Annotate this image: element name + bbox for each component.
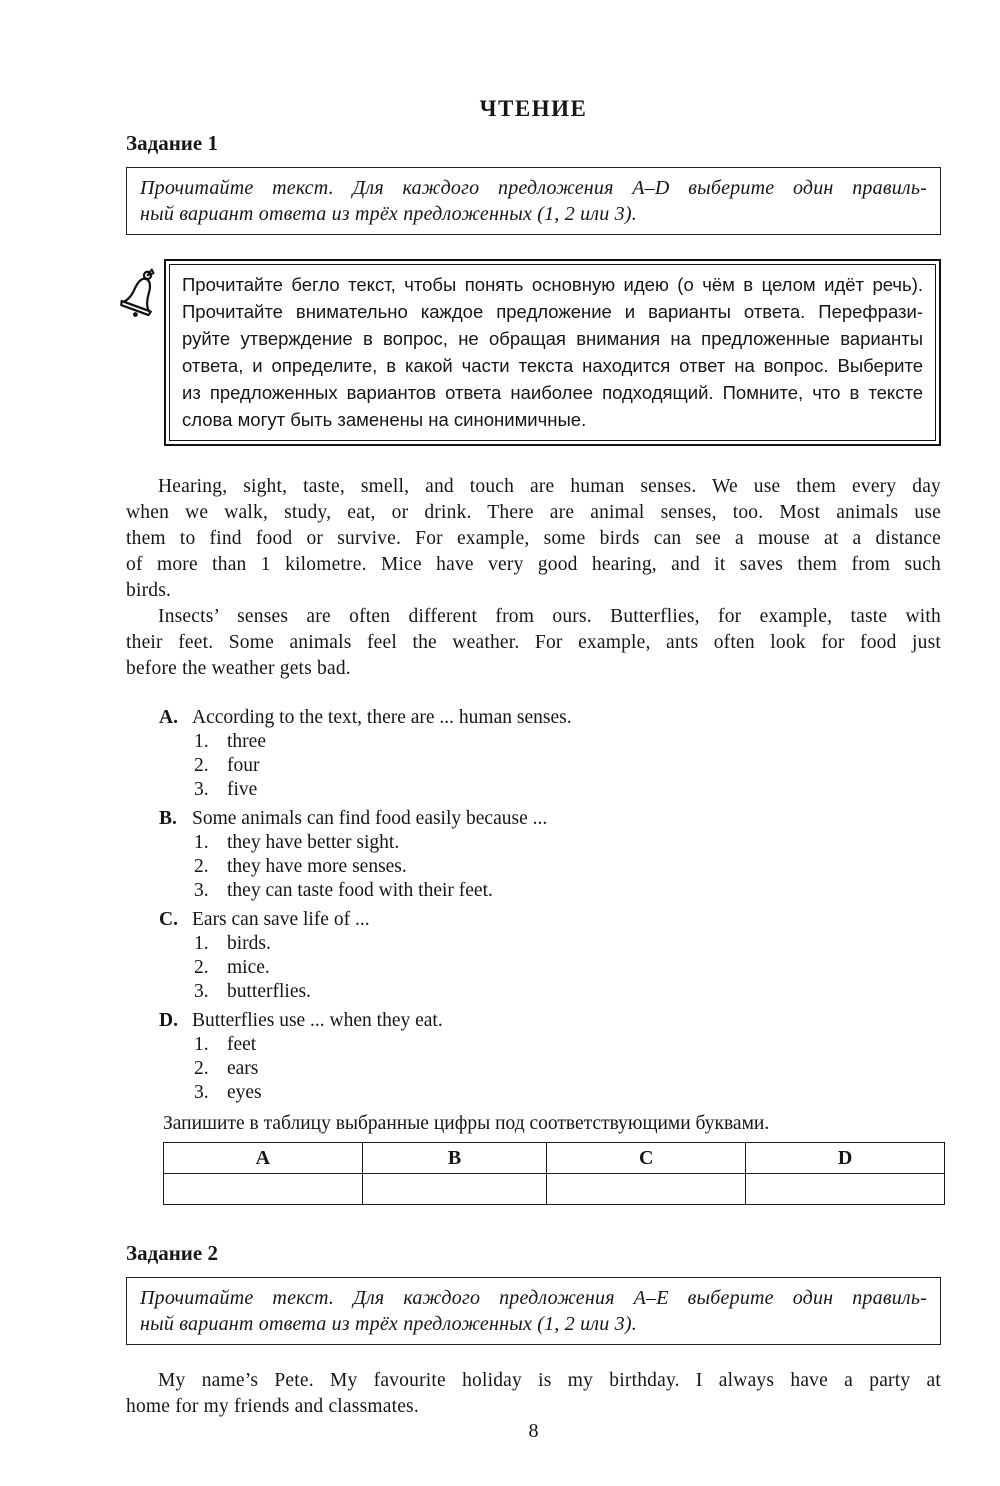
- table-header-cell: C: [547, 1143, 746, 1174]
- table-header-cell: D: [746, 1143, 945, 1174]
- option-text: three: [227, 731, 266, 752]
- answer-option: [194, 1081, 941, 1105]
- tip-line: слова могут быть заменены на синонимичные.: [182, 409, 587, 430]
- question-text: Butterflies use ... when they eat.: [192, 1010, 443, 1031]
- option-text: four: [227, 755, 260, 776]
- option-text: ears: [227, 1058, 259, 1079]
- answer-option: [194, 879, 941, 903]
- option-number: 3.: [194, 779, 209, 800]
- table-answer-cell: [547, 1174, 746, 1205]
- instruction-line: Прочитайте текст. Для каждого предложения А–D выберите один правиль-: [140, 177, 927, 199]
- tip-line: руйте утверждение в вопрос, не обращая внимания на предложенные варианты: [182, 328, 923, 349]
- tip-line: Прочитайте бегло текст, чтобы понять основную идею (о чём в целом идёт речь).: [182, 274, 923, 295]
- option-number: 1.: [194, 731, 209, 752]
- reading-text-paragraph: [126, 474, 941, 604]
- answer-table-answer-row: [164, 1174, 945, 1205]
- question-text: Some animals can find food easily because ...: [192, 808, 548, 829]
- option-number: 1.: [194, 1034, 209, 1055]
- question-letter: B.: [159, 808, 177, 829]
- option-text: birds.: [227, 933, 271, 954]
- option-number: 2.: [194, 856, 209, 877]
- question-text: Ears can save life of ...: [192, 909, 370, 930]
- question-item-c: [159, 908, 941, 1004]
- task1-instruction-box: [126, 167, 941, 235]
- text-line: when we walk, study, eat, or drink. There are animal senses, too. Most animals use: [126, 502, 941, 523]
- option-text: mice.: [227, 957, 270, 978]
- option-number: 1.: [194, 832, 209, 853]
- table-answer-cell: [746, 1174, 945, 1205]
- option-number: 3.: [194, 880, 209, 901]
- answer-option: [194, 980, 941, 1004]
- question-item-a: [159, 706, 941, 802]
- instruction-line: ный вариант ответа из трёх предложенных (1, 2 или 3).: [140, 203, 637, 225]
- tip-box: [164, 259, 941, 446]
- option-text: eyes: [227, 1082, 262, 1103]
- task1-heading: Задание 1: [126, 131, 218, 155]
- option-text: they have better sight.: [227, 832, 400, 853]
- answer-table-header-row: [164, 1143, 945, 1174]
- text-line: of more than 1 kilometre. Mice have very good hearing, and it saves them from such: [126, 554, 941, 575]
- table-answer-cell: [164, 1174, 363, 1205]
- answer-option: [194, 754, 941, 778]
- text-line: My name’s Pete. My favourite holiday is my birthday. I always have a party at: [158, 1370, 941, 1391]
- option-number: 2.: [194, 755, 209, 776]
- option-number: 1.: [194, 933, 209, 954]
- option-text: they have more senses.: [227, 856, 407, 877]
- table-answer-cell: [362, 1174, 547, 1205]
- answer-table: [163, 1142, 945, 1205]
- table-header-cell: A: [164, 1143, 363, 1174]
- option-text: five: [227, 779, 258, 800]
- text-line: birds.: [126, 580, 172, 601]
- tip-line: из предложенных вариантов ответа наиболее подходящий. Помните, что в тексте: [182, 382, 923, 403]
- text-line: Insects’ senses are often different from ours. Butterflies, for example, taste with: [158, 606, 941, 627]
- task2-heading: Задание 2: [126, 1241, 218, 1265]
- question-letter: D.: [159, 1010, 178, 1031]
- option-number: 2.: [194, 957, 209, 978]
- question-text: According to the text, there are ... human senses.: [192, 707, 572, 728]
- bell-icon: [118, 259, 164, 331]
- question-item-b: [159, 807, 941, 903]
- answer-option: [194, 730, 941, 754]
- answer-option: [194, 1033, 941, 1057]
- text-line: their feet. Some animals feel the weather. For example, ants often look for food just: [126, 632, 941, 653]
- answer-option: [194, 932, 941, 956]
- option-number: 3.: [194, 981, 209, 1002]
- question-letter: A.: [159, 707, 178, 728]
- question-item-d: [159, 1009, 941, 1105]
- instruction-line: ный вариант ответа из трёх предложенных (1, 2 или 3).: [140, 1313, 637, 1335]
- tip-line: ответа, и определите, в какой части текста находится ответ на вопрос. Выберите: [182, 355, 923, 376]
- option-text: butterflies.: [227, 981, 311, 1002]
- reading-text-paragraph: [126, 604, 941, 682]
- text-line: before the weather gets bad.: [126, 658, 351, 679]
- page-title: ЧТЕНИЕ: [479, 96, 588, 121]
- text-line: them to find food or survive. For example, some birds can see a mouse at a distance: [126, 528, 941, 549]
- reading-text-paragraph: [126, 1368, 941, 1420]
- page-number: 8: [528, 1420, 539, 1442]
- tip-line: Прочитайте внимательно каждое предложение и варианты ответа. Перефрази-: [182, 301, 923, 322]
- write-answers-instruction: Запишите в таблицу выбранные цифры под соответствующими буквами.: [163, 1113, 770, 1134]
- question-letter: C.: [159, 909, 178, 930]
- instruction-line: Прочитайте текст. Для каждого предложения А–Е выберите один правиль-: [140, 1287, 927, 1309]
- option-text: feet: [227, 1034, 257, 1055]
- table-header-cell: B: [362, 1143, 547, 1174]
- tip-section: [126, 259, 941, 446]
- answer-option: [194, 855, 941, 879]
- option-number: 2.: [194, 1058, 209, 1079]
- answer-option: [194, 831, 941, 855]
- answer-option: [194, 778, 941, 802]
- answer-option: [194, 1057, 941, 1081]
- option-text: they can taste food with their feet.: [227, 880, 493, 901]
- text-line: Hearing, sight, taste, smell, and touch are human senses. We use them every day: [158, 476, 941, 497]
- task2-instruction-box: [126, 1277, 941, 1345]
- option-number: 3.: [194, 1082, 209, 1103]
- text-line: home for my friends and classmates.: [126, 1396, 419, 1417]
- question-list: [159, 706, 941, 1105]
- answer-option: [194, 956, 941, 980]
